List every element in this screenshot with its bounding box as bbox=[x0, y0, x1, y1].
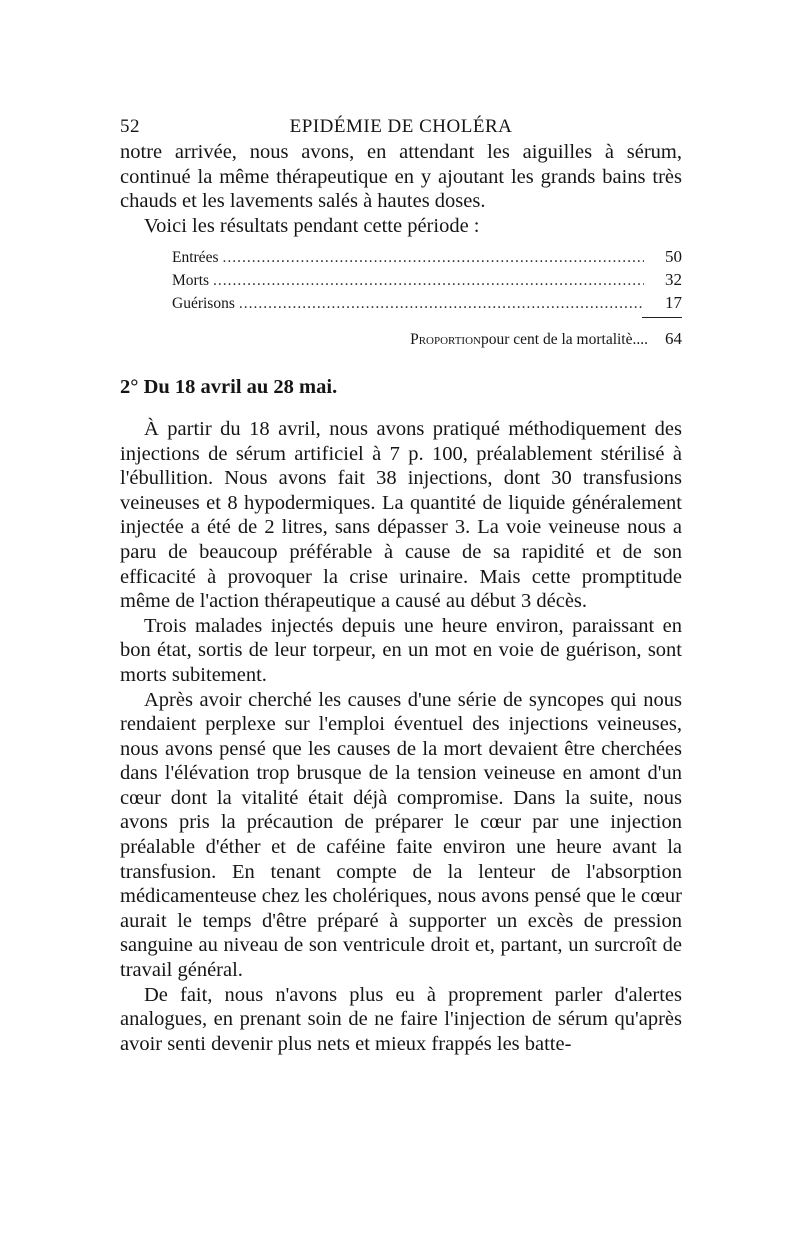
section-heading: 2° Du 18 avril au 28 mai. bbox=[120, 376, 338, 399]
results-label: Guérisons bbox=[172, 295, 235, 313]
results-value: 50 bbox=[665, 247, 682, 267]
results-row-guerisons bbox=[172, 292, 682, 315]
results-row-morts bbox=[172, 269, 682, 292]
paragraph-serum-injections: À partir du 18 avril, nous avons pratiqué méthodiquement des injections de sérum artificiel à 7 p. 100, préalablement stérilisé à l'ébullition. Nous avons fait 38 injections, dont 30 transfusions veineuses et 8 hypodermiques. La quantité de liquide généralement injectée a été de 2 litres, sans dépasser 3. La voie veineuse nous a paru de beaucoup préférable à cause de sa rapidité et de son efficacité à provoquer la crise urinaire. Mais cette promptitude même de l'action thérapeutique a causé au début 3 décès. bbox=[120, 417, 682, 613]
paragraph-no-further-alerts: De fait, nous n'avons plus eu à proprement parler d'alertes analogues, en prenant soin de ne faire l'injection de sérum qu'après avoir senti devenir plus nets et mieux frappés les batte- bbox=[120, 983, 682, 1055]
running-header bbox=[120, 110, 682, 140]
paragraph-continuation: notre arrivée, nous avons, en attendant les aiguilles à sérum, continué la même thérapeutique en y ajoutant les grands bains très chauds et les lavements salés à hautes doses. bbox=[120, 141, 682, 213]
proportion-value: 64 bbox=[665, 329, 682, 349]
paragraph-sudden-deaths: Trois malades injectés depuis une heure environ, paraissant en bon état, sortis de leur torpeur, en un mot en voie de guérison, sont morts subitement. bbox=[120, 614, 682, 686]
paragraph-results-intro: Voici les résultats pendant cette période : bbox=[144, 214, 480, 237]
mortality-proportion-row bbox=[172, 328, 682, 351]
results-table bbox=[172, 246, 682, 351]
page-number: 52 bbox=[120, 116, 140, 137]
proportion-label: pour cent de la mortalitè.... bbox=[481, 331, 648, 349]
results-divider bbox=[642, 317, 682, 318]
results-row-entrees bbox=[172, 246, 682, 269]
running-title: EPIDÉMIE DE CHOLÉRA bbox=[289, 116, 513, 137]
dot-leader bbox=[239, 293, 644, 315]
proportion-label-smallcaps: Proportion bbox=[410, 331, 481, 349]
results-value: 32 bbox=[665, 270, 682, 290]
paragraph-syncope-causes: Après avoir cherché les causes d'une série de syncopes qui nous rendaient perplexe sur l'emploi éventuel des injections veineuses, nous avons pensé que les causes de la mort devaient être cherchées dans l'élévation trop brusque de la tension veineuse en amont d'un cœur dont la vitalité était déjà compromise. Dans la suite, nous avons pris la précaution de préparer le cœur par une injection préalable d'éther et de caféine faite environ une heure avant la transfusion. En tenant compte de la lenteur de l'absorption médicamenteuse chez les cholériques, nous avons pensé que le cœur aurait le temps d'être préparé à supporter un excès de pression sanguine au niveau de son ventricule droit et, partant, un surcroît de travail général. bbox=[120, 688, 682, 982]
results-label: Morts bbox=[172, 272, 210, 290]
dot-leader bbox=[213, 270, 644, 292]
results-label: Entrées bbox=[172, 249, 219, 267]
book-page bbox=[120, 110, 682, 1056]
results-value: 17 bbox=[665, 293, 682, 313]
dot-leader bbox=[222, 247, 644, 269]
